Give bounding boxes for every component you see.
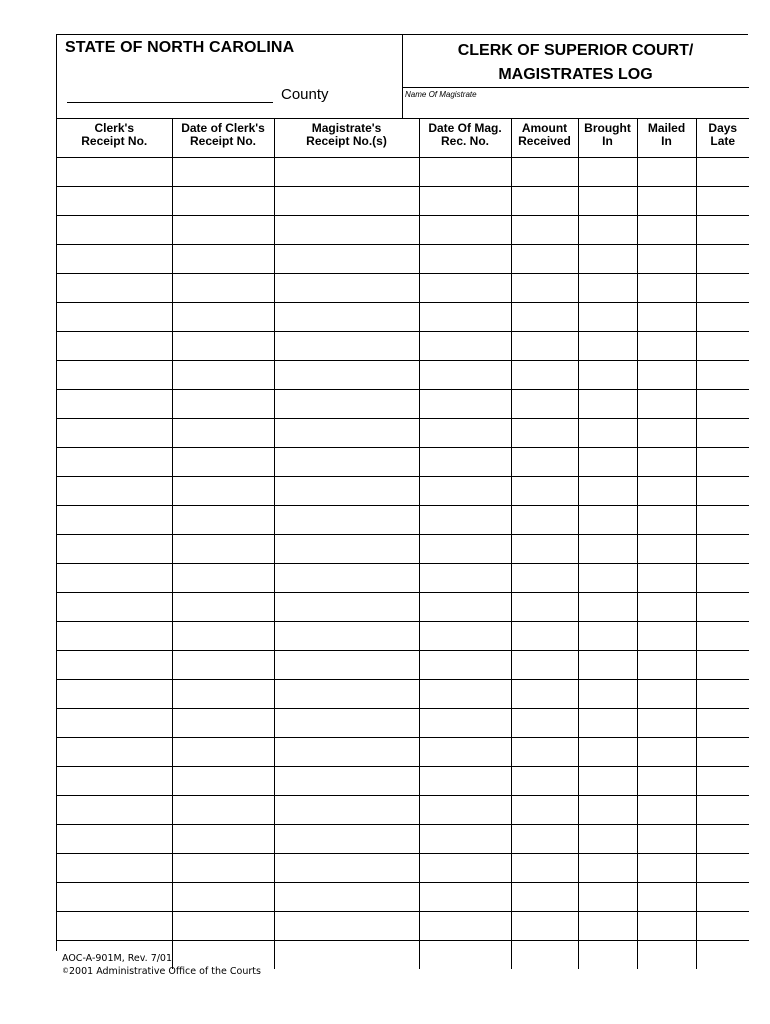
table-cell-brought-in[interactable]	[578, 767, 637, 796]
table-cell-mailed-in[interactable]	[637, 796, 696, 825]
table-cell-amount-received[interactable]	[511, 622, 578, 651]
copyright-text: 2001 Administrative Office of the Courts	[69, 966, 261, 977]
table-cell-days-late[interactable]	[696, 825, 749, 854]
table-cell-amount-received[interactable]	[511, 564, 578, 593]
table-cell-amount-received[interactable]	[511, 158, 578, 187]
table-cell-amount-received[interactable]	[511, 419, 578, 448]
table-row	[57, 622, 749, 651]
magistrate-name-field[interactable]	[402, 87, 749, 88]
table-cell-days-late[interactable]	[696, 709, 749, 738]
table-cell-mailed-in[interactable]	[637, 651, 696, 680]
table-cell-brought-in[interactable]	[578, 187, 637, 216]
table-cell-brought-in[interactable]	[578, 419, 637, 448]
table-cell-amount-received[interactable]	[511, 651, 578, 680]
table-cell-days-late[interactable]	[696, 158, 749, 187]
table-cell-date-of-mag-rec-no[interactable]	[419, 477, 511, 506]
table-row	[57, 274, 749, 303]
table-cell-amount-received[interactable]	[511, 216, 578, 245]
table-cell-brought-in[interactable]	[578, 216, 637, 245]
table-row	[57, 593, 749, 622]
table-cell-mailed-in[interactable]	[637, 361, 696, 390]
table-row	[57, 332, 749, 361]
table-cell-date-of-clerks-receipt-no[interactable]	[172, 912, 274, 941]
table-cell-magistrates-receipt-nos[interactable]	[274, 158, 419, 187]
table-row	[57, 187, 749, 216]
table-cell-clerks-receipt-no[interactable]	[57, 883, 172, 912]
table-cell-mailed-in[interactable]	[637, 564, 696, 593]
table-cell-date-of-mag-rec-no[interactable]	[419, 506, 511, 535]
table-cell-magistrates-receipt-nos[interactable]	[274, 622, 419, 651]
table-cell-clerks-receipt-no[interactable]	[57, 564, 172, 593]
table-cell-magistrates-receipt-nos[interactable]	[274, 448, 419, 477]
table-cell-mailed-in[interactable]	[637, 738, 696, 767]
table-cell-magistrates-receipt-nos[interactable]	[274, 854, 419, 883]
column-header-brought-in	[578, 119, 637, 158]
column-header-line: Late	[710, 134, 736, 148]
table-cell-clerks-receipt-no[interactable]	[57, 912, 172, 941]
table-cell-days-late[interactable]	[696, 274, 749, 303]
form-footer	[62, 952, 261, 978]
table-cell-magistrates-receipt-nos[interactable]	[274, 680, 419, 709]
column-header-line: Brought	[584, 121, 631, 135]
table-cell-amount-received[interactable]	[511, 477, 578, 506]
table-cell-magistrates-receipt-nos[interactable]	[274, 796, 419, 825]
table-cell-brought-in[interactable]	[578, 883, 637, 912]
table-cell-mailed-in[interactable]	[637, 622, 696, 651]
table-row	[57, 651, 749, 680]
table-cell-date-of-clerks-receipt-no[interactable]	[172, 622, 274, 651]
table-cell-brought-in[interactable]	[578, 361, 637, 390]
table-cell-amount-received[interactable]	[511, 912, 578, 941]
state-heading: STATE OF NORTH CAROLINA	[65, 39, 295, 56]
table-cell-date-of-mag-rec-no[interactable]	[419, 158, 511, 187]
table-cell-date-of-mag-rec-no[interactable]	[419, 564, 511, 593]
table-cell-date-of-clerks-receipt-no[interactable]	[172, 274, 274, 303]
table-cell-brought-in[interactable]	[578, 535, 637, 564]
log-table-body	[57, 158, 749, 970]
table-cell-clerks-receipt-no[interactable]	[57, 506, 172, 535]
table-cell-clerks-receipt-no[interactable]	[57, 332, 172, 361]
table-cell-clerks-receipt-no[interactable]	[57, 796, 172, 825]
table-cell-days-late[interactable]	[696, 390, 749, 419]
table-row	[57, 419, 749, 448]
table-cell-brought-in[interactable]	[578, 332, 637, 361]
table-cell-date-of-mag-rec-no[interactable]	[419, 854, 511, 883]
table-cell-date-of-mag-rec-no[interactable]	[419, 825, 511, 854]
table-cell-magistrates-receipt-nos[interactable]	[274, 245, 419, 274]
table-cell-days-late[interactable]	[696, 593, 749, 622]
table-cell-days-late[interactable]	[696, 332, 749, 361]
table-cell-days-late[interactable]	[696, 564, 749, 593]
table-cell-clerks-receipt-no[interactable]	[57, 680, 172, 709]
table-cell-clerks-receipt-no[interactable]	[57, 274, 172, 303]
table-cell-brought-in[interactable]	[578, 448, 637, 477]
table-cell-mailed-in[interactable]	[637, 854, 696, 883]
table-cell-days-late[interactable]	[696, 506, 749, 535]
table-cell-days-late[interactable]	[696, 245, 749, 274]
table-row	[57, 738, 749, 767]
table-cell-days-late[interactable]	[696, 767, 749, 796]
table-cell-amount-received[interactable]	[511, 274, 578, 303]
table-cell-clerks-receipt-no[interactable]	[57, 390, 172, 419]
table-cell-magistrates-receipt-nos[interactable]	[274, 912, 419, 941]
table-cell-days-late[interactable]	[696, 912, 749, 941]
table-cell-clerks-receipt-no[interactable]	[57, 187, 172, 216]
table-cell-clerks-receipt-no[interactable]	[57, 767, 172, 796]
table-cell-date-of-mag-rec-no[interactable]	[419, 419, 511, 448]
table-cell-days-late[interactable]	[696, 419, 749, 448]
column-header-line: Receipt No.(s)	[306, 134, 387, 148]
table-cell-clerks-receipt-no[interactable]	[57, 477, 172, 506]
table-cell-days-late[interactable]	[696, 651, 749, 680]
table-row	[57, 158, 749, 187]
table-cell-clerks-receipt-no[interactable]	[57, 535, 172, 564]
table-cell-magistrates-receipt-nos[interactable]	[274, 216, 419, 245]
table-cell-mailed-in[interactable]	[637, 274, 696, 303]
table-cell-date-of-clerks-receipt-no[interactable]	[172, 535, 274, 564]
table-row	[57, 564, 749, 593]
table-cell-date-of-mag-rec-no[interactable]	[419, 303, 511, 332]
table-cell-mailed-in[interactable]	[637, 825, 696, 854]
table-cell-clerks-receipt-no[interactable]	[57, 825, 172, 854]
table-cell-mailed-in[interactable]	[637, 883, 696, 912]
column-header-line: Date of Clerk's	[181, 121, 265, 135]
table-cell-amount-received[interactable]	[511, 390, 578, 419]
table-cell-date-of-clerks-receipt-no[interactable]	[172, 477, 274, 506]
table-cell-amount-received[interactable]	[511, 593, 578, 622]
table-cell-days-late[interactable]	[696, 448, 749, 477]
table-cell-date-of-clerks-receipt-no[interactable]	[172, 709, 274, 738]
table-row	[57, 448, 749, 477]
table-cell-date-of-clerks-receipt-no[interactable]	[172, 448, 274, 477]
table-cell-amount-received[interactable]	[511, 506, 578, 535]
table-header-row	[57, 119, 749, 158]
table-cell-clerks-receipt-no[interactable]	[57, 738, 172, 767]
table-cell-clerks-receipt-no[interactable]	[57, 303, 172, 332]
table-cell-days-late[interactable]	[696, 738, 749, 767]
table-row	[57, 883, 749, 912]
table-cell-amount-received[interactable]	[511, 825, 578, 854]
table-cell-mailed-in[interactable]	[637, 535, 696, 564]
column-header-clerks-receipt-no	[57, 119, 172, 158]
table-cell-mailed-in[interactable]	[637, 912, 696, 941]
column-header-line: Received	[518, 134, 571, 148]
table-cell-date-of-mag-rec-no[interactable]	[419, 216, 511, 245]
table-cell-date-of-mag-rec-no[interactable]	[419, 593, 511, 622]
table-cell-days-late[interactable]	[696, 216, 749, 245]
table-cell-date-of-clerks-receipt-no[interactable]	[172, 767, 274, 796]
table-cell-date-of-mag-rec-no[interactable]	[419, 332, 511, 361]
column-header-line: Mailed	[647, 121, 686, 135]
table-cell-mailed-in[interactable]	[637, 187, 696, 216]
county-name-field[interactable]	[67, 102, 273, 103]
table-cell-magistrates-receipt-nos[interactable]	[274, 593, 419, 622]
table-cell-clerks-receipt-no[interactable]	[57, 361, 172, 390]
column-header-line: Amount	[521, 121, 568, 135]
table-cell-magistrates-receipt-nos[interactable]	[274, 564, 419, 593]
table-cell-amount-received[interactable]	[511, 738, 578, 767]
table-cell-days-late[interactable]	[696, 854, 749, 883]
column-header-amount-received	[511, 119, 578, 158]
table-cell-date-of-mag-rec-no[interactable]	[419, 883, 511, 912]
table-cell-magistrates-receipt-nos[interactable]	[274, 506, 419, 535]
table-cell-magistrates-receipt-nos[interactable]	[274, 883, 419, 912]
table-cell-clerks-receipt-no[interactable]	[57, 593, 172, 622]
table-cell-amount-received[interactable]	[511, 767, 578, 796]
table-cell-days-late[interactable]	[696, 941, 749, 970]
copyright-symbol: ©	[62, 967, 69, 975]
table-cell-mailed-in[interactable]	[637, 506, 696, 535]
table-cell-magistrates-receipt-nos[interactable]	[274, 709, 419, 738]
table-cell-brought-in[interactable]	[578, 274, 637, 303]
table-cell-mailed-in[interactable]	[637, 419, 696, 448]
table-cell-mailed-in[interactable]	[637, 245, 696, 274]
table-cell-brought-in[interactable]	[578, 854, 637, 883]
table-cell-clerks-receipt-no[interactable]	[57, 448, 172, 477]
table-cell-mailed-in[interactable]	[637, 390, 696, 419]
table-row	[57, 477, 749, 506]
table-row	[57, 390, 749, 419]
table-row	[57, 361, 749, 390]
table-cell-days-late[interactable]	[696, 680, 749, 709]
table-cell-mailed-in[interactable]	[637, 680, 696, 709]
table-cell-mailed-in[interactable]	[637, 941, 696, 970]
table-cell-date-of-clerks-receipt-no[interactable]	[172, 245, 274, 274]
table-cell-brought-in[interactable]	[578, 564, 637, 593]
table-cell-amount-received[interactable]	[511, 332, 578, 361]
table-row	[57, 854, 749, 883]
column-header-line: Clerk's	[94, 121, 135, 135]
table-row	[57, 680, 749, 709]
table-cell-date-of-clerks-receipt-no[interactable]	[172, 187, 274, 216]
table-cell-brought-in[interactable]	[578, 796, 637, 825]
table-cell-date-of-clerks-receipt-no[interactable]	[172, 332, 274, 361]
column-header-date-of-mag-rec-no	[419, 119, 511, 158]
table-cell-days-late[interactable]	[696, 187, 749, 216]
table-cell-magistrates-receipt-nos[interactable]	[274, 274, 419, 303]
table-cell-date-of-clerks-receipt-no[interactable]	[172, 506, 274, 535]
table-cell-magistrates-receipt-nos[interactable]	[274, 332, 419, 361]
table-cell-mailed-in[interactable]	[637, 709, 696, 738]
table-row	[57, 303, 749, 332]
table-cell-days-late[interactable]	[696, 303, 749, 332]
column-header-line: Receipt No.	[81, 134, 148, 148]
table-cell-clerks-receipt-no[interactable]	[57, 622, 172, 651]
table-cell-amount-received[interactable]	[511, 303, 578, 332]
table-cell-amount-received[interactable]	[511, 854, 578, 883]
table-cell-mailed-in[interactable]	[637, 593, 696, 622]
table-cell-clerks-receipt-no[interactable]	[57, 245, 172, 274]
table-cell-magistrates-receipt-nos[interactable]	[274, 825, 419, 854]
table-cell-brought-in[interactable]	[578, 158, 637, 187]
column-header-days-late	[696, 119, 749, 158]
table-cell-date-of-mag-rec-no[interactable]	[419, 187, 511, 216]
table-cell-magistrates-receipt-nos[interactable]	[274, 361, 419, 390]
column-header-line: Date Of Mag.	[428, 121, 502, 135]
table-cell-date-of-clerks-receipt-no[interactable]	[172, 593, 274, 622]
column-header-line: Magistrate's	[311, 121, 382, 135]
copyright-line	[62, 965, 261, 978]
table-cell-date-of-clerks-receipt-no[interactable]	[172, 651, 274, 680]
table-cell-mailed-in[interactable]	[637, 303, 696, 332]
table-cell-date-of-clerks-receipt-no[interactable]	[172, 738, 274, 767]
table-cell-date-of-clerks-receipt-no[interactable]	[172, 303, 274, 332]
table-cell-date-of-clerks-receipt-no[interactable]	[172, 825, 274, 854]
table-cell-magistrates-receipt-nos[interactable]	[274, 477, 419, 506]
table-cell-date-of-mag-rec-no[interactable]	[419, 622, 511, 651]
magistrate-name-label: Name Of Magistrate	[405, 90, 477, 99]
table-cell-days-late[interactable]	[696, 361, 749, 390]
table-cell-days-late[interactable]	[696, 622, 749, 651]
table-row	[57, 767, 749, 796]
table-cell-brought-in[interactable]	[578, 390, 637, 419]
log-form	[56, 34, 748, 951]
table-cell-brought-in[interactable]	[578, 593, 637, 622]
table-cell-date-of-mag-rec-no[interactable]	[419, 361, 511, 390]
table-cell-date-of-mag-rec-no[interactable]	[419, 941, 511, 970]
table-cell-date-of-clerks-receipt-no[interactable]	[172, 390, 274, 419]
table-cell-magistrates-receipt-nos[interactable]	[274, 535, 419, 564]
table-cell-brought-in[interactable]	[578, 912, 637, 941]
table-cell-amount-received[interactable]	[511, 361, 578, 390]
table-cell-clerks-receipt-no[interactable]	[57, 216, 172, 245]
table-cell-days-late[interactable]	[696, 883, 749, 912]
table-cell-brought-in[interactable]	[578, 825, 637, 854]
table-cell-days-late[interactable]	[696, 535, 749, 564]
table-cell-magistrates-receipt-nos[interactable]	[274, 390, 419, 419]
table-cell-amount-received[interactable]	[511, 709, 578, 738]
column-header-mailed-in	[637, 119, 696, 158]
table-cell-date-of-clerks-receipt-no[interactable]	[172, 216, 274, 245]
table-row	[57, 709, 749, 738]
table-cell-magistrates-receipt-nos[interactable]	[274, 738, 419, 767]
table-cell-days-late[interactable]	[696, 477, 749, 506]
table-cell-amount-received[interactable]	[511, 883, 578, 912]
table-cell-mailed-in[interactable]	[637, 767, 696, 796]
column-header-line: In	[661, 134, 672, 148]
table-cell-magistrates-receipt-nos[interactable]	[274, 767, 419, 796]
table-cell-brought-in[interactable]	[578, 738, 637, 767]
table-cell-clerks-receipt-no[interactable]	[57, 419, 172, 448]
table-row	[57, 506, 749, 535]
table-cell-date-of-mag-rec-no[interactable]	[419, 912, 511, 941]
table-row	[57, 216, 749, 245]
table-cell-date-of-clerks-receipt-no[interactable]	[172, 796, 274, 825]
table-cell-clerks-receipt-no[interactable]	[57, 651, 172, 680]
table-cell-date-of-mag-rec-no[interactable]	[419, 390, 511, 419]
table-cell-brought-in[interactable]	[578, 245, 637, 274]
table-cell-mailed-in[interactable]	[637, 332, 696, 361]
table-cell-date-of-mag-rec-no[interactable]	[419, 535, 511, 564]
table-cell-date-of-mag-rec-no[interactable]	[419, 767, 511, 796]
table-cell-date-of-mag-rec-no[interactable]	[419, 448, 511, 477]
table-cell-clerks-receipt-no[interactable]	[57, 709, 172, 738]
table-cell-mailed-in[interactable]	[637, 158, 696, 187]
table-cell-date-of-clerks-receipt-no[interactable]	[172, 158, 274, 187]
column-header-line: Days	[708, 121, 738, 135]
table-cell-amount-received[interactable]	[511, 941, 578, 970]
table-cell-date-of-clerks-receipt-no[interactable]	[172, 680, 274, 709]
table-cell-date-of-mag-rec-no[interactable]	[419, 245, 511, 274]
table-cell-magistrates-receipt-nos[interactable]	[274, 187, 419, 216]
table-cell-brought-in[interactable]	[578, 709, 637, 738]
table-cell-date-of-clerks-receipt-no[interactable]	[172, 419, 274, 448]
column-header-magistrates-receipt-nos	[274, 119, 419, 158]
table-cell-date-of-clerks-receipt-no[interactable]	[172, 361, 274, 390]
table-cell-magistrates-receipt-nos[interactable]	[274, 419, 419, 448]
form-title-line1: CLERK OF SUPERIOR COURT/	[457, 42, 694, 59]
table-cell-amount-received[interactable]	[511, 448, 578, 477]
table-cell-amount-received[interactable]	[511, 796, 578, 825]
table-row	[57, 245, 749, 274]
table-cell-date-of-mag-rec-no[interactable]	[419, 680, 511, 709]
table-cell-date-of-clerks-receipt-no[interactable]	[172, 854, 274, 883]
table-cell-date-of-mag-rec-no[interactable]	[419, 651, 511, 680]
table-cell-magistrates-receipt-nos[interactable]	[274, 941, 419, 970]
table-cell-brought-in[interactable]	[578, 622, 637, 651]
table-cell-date-of-mag-rec-no[interactable]	[419, 796, 511, 825]
table-cell-date-of-mag-rec-no[interactable]	[419, 274, 511, 303]
table-row	[57, 535, 749, 564]
table-cell-clerks-receipt-no[interactable]	[57, 854, 172, 883]
log-table	[57, 119, 749, 969]
county-label: County	[281, 86, 329, 103]
table-row	[57, 912, 749, 941]
table-cell-brought-in[interactable]	[578, 651, 637, 680]
table-cell-date-of-mag-rec-no[interactable]	[419, 709, 511, 738]
table-cell-date-of-clerks-receipt-no[interactable]	[172, 564, 274, 593]
table-cell-magistrates-receipt-nos[interactable]	[274, 303, 419, 332]
table-cell-days-late[interactable]	[696, 796, 749, 825]
table-cell-amount-received[interactable]	[511, 680, 578, 709]
table-cell-brought-in[interactable]	[578, 303, 637, 332]
table-cell-date-of-clerks-receipt-no[interactable]	[172, 883, 274, 912]
table-cell-brought-in[interactable]	[578, 506, 637, 535]
column-header-line: Rec. No.	[440, 134, 489, 148]
table-cell-clerks-receipt-no[interactable]	[57, 158, 172, 187]
table-cell-amount-received[interactable]	[511, 245, 578, 274]
table-cell-date-of-mag-rec-no[interactable]	[419, 738, 511, 767]
table-cell-brought-in[interactable]	[578, 477, 637, 506]
table-cell-mailed-in[interactable]	[637, 477, 696, 506]
table-cell-amount-received[interactable]	[511, 187, 578, 216]
form-title	[402, 39, 749, 87]
column-header-line: Receipt No.	[189, 134, 256, 148]
table-cell-amount-received[interactable]	[511, 535, 578, 564]
table-row	[57, 825, 749, 854]
table-cell-mailed-in[interactable]	[637, 216, 696, 245]
table-row	[57, 796, 749, 825]
form-id: AOC-A-901M, Rev. 7/01	[62, 953, 173, 964]
form-title-line2: MAGISTRATES LOG	[498, 66, 653, 83]
table-cell-mailed-in[interactable]	[637, 448, 696, 477]
column-header-date-of-clerks-receipt-no	[172, 119, 274, 158]
column-header-line: In	[602, 134, 613, 148]
table-cell-brought-in[interactable]	[578, 941, 637, 970]
table-cell-magistrates-receipt-nos[interactable]	[274, 651, 419, 680]
table-cell-brought-in[interactable]	[578, 680, 637, 709]
